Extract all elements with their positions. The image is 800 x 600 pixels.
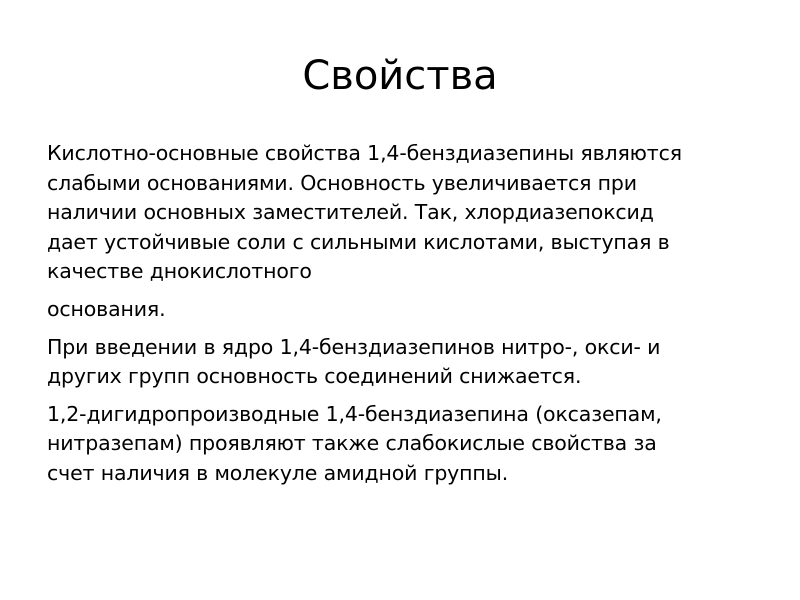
text-line: нитразепам) проявляют также слабокислые свойства за bbox=[47, 431, 657, 456]
text-line: других групп основность соединений снижается. bbox=[47, 364, 582, 389]
text-line: дает устойчивые соли с сильными кислотами, выступая в bbox=[47, 229, 670, 254]
slide-title: Свойства bbox=[302, 53, 498, 99]
text-line: Кислотно-основные свойства 1,4-бенздиазепины являются bbox=[47, 141, 682, 165]
text-line: слабыми основаниями. Основность увеличивается при bbox=[47, 170, 637, 195]
paragraph-continuation bbox=[47, 295, 747, 325]
text-line: счет наличия в молекуле амидной группы. bbox=[47, 460, 509, 485]
text-line: наличии основных заместителей. Так, хлордиазепоксид bbox=[47, 200, 654, 225]
text-line: качестве днокислотного bbox=[47, 259, 312, 284]
text-line: 1,2-дигидропроизводные 1,4-бенздиазепина (оксазепам, bbox=[47, 401, 662, 426]
slide-body bbox=[47, 139, 747, 497]
text-line: При введении в ядро 1,4-бенздиазепинов нитро-, окси- и bbox=[47, 334, 661, 359]
paragraph-acid-base bbox=[47, 139, 747, 287]
text-line: основания. bbox=[47, 296, 166, 321]
paragraph-dihydro-derivatives bbox=[47, 400, 747, 489]
paragraph-substituents bbox=[47, 333, 747, 392]
